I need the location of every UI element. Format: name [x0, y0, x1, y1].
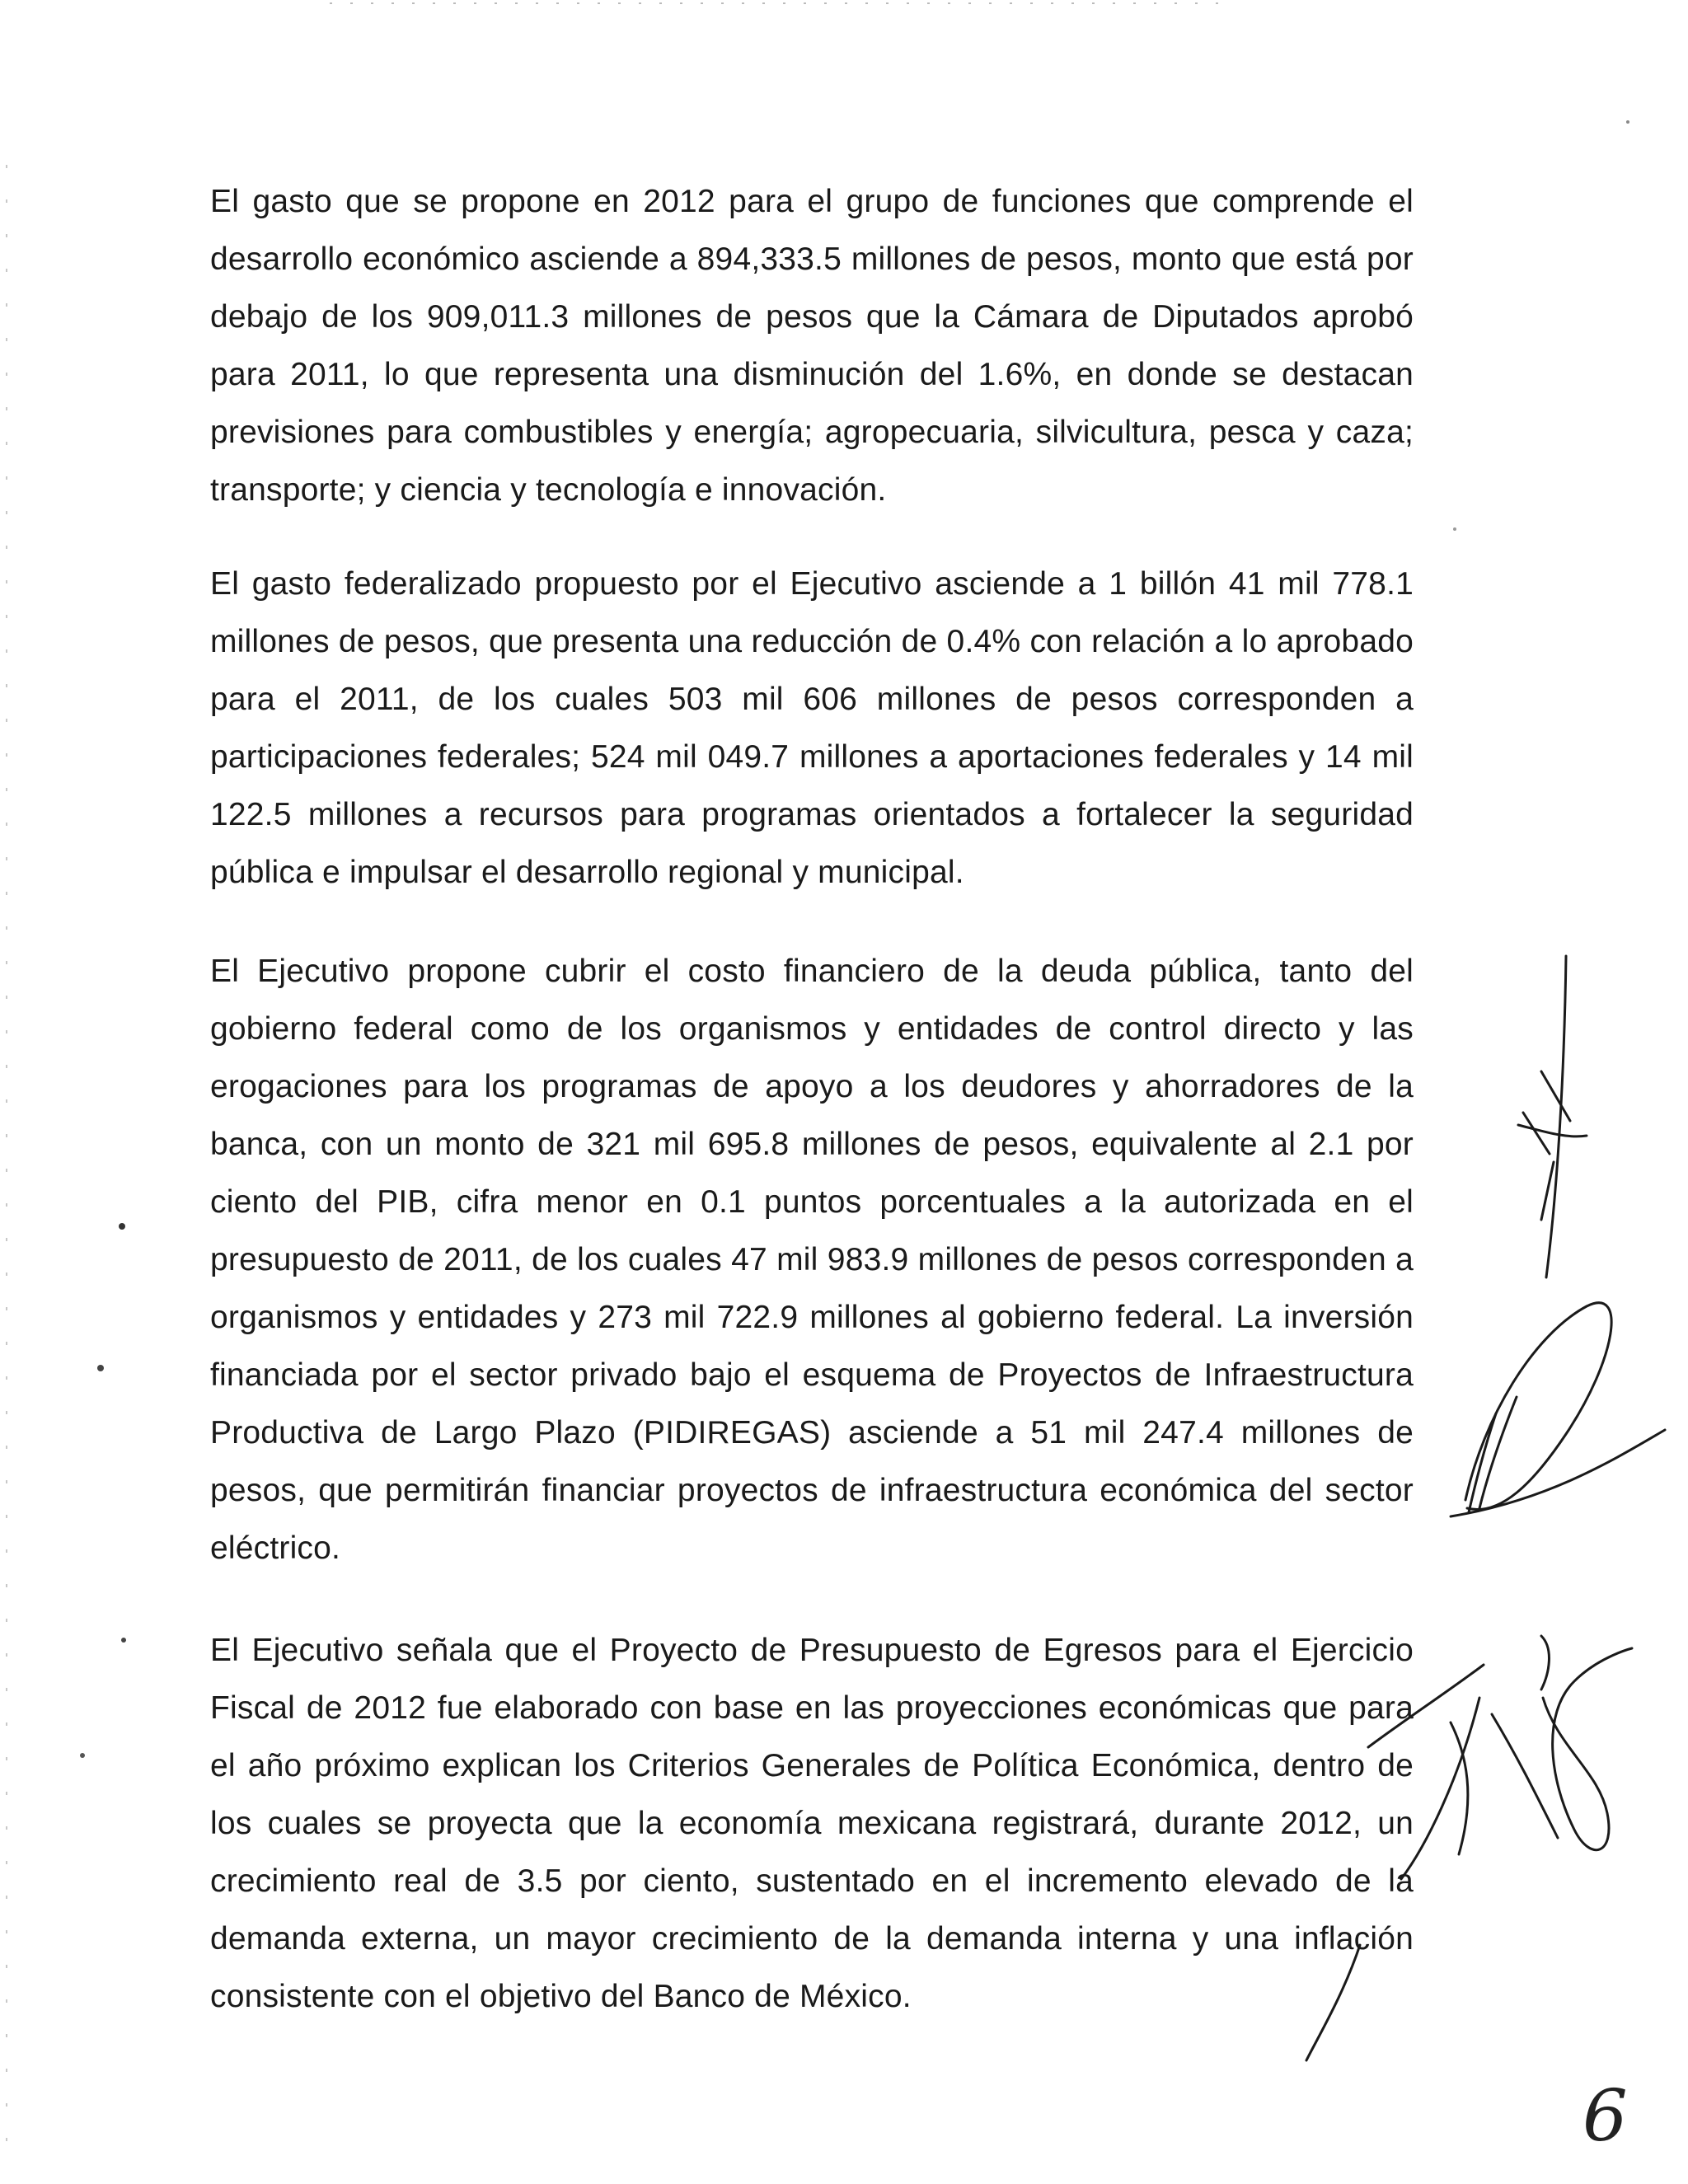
paragraph-gasto-federalizado: El gasto federalizado propuesto por el Ejecutivo asciende a 1 billón 41 mil 778.1 millones de pesos, que presenta una reducción de 0.4% con relación a lo aprobado para el 2011, de los cuales 503 mil 606 millones de pesos corresponden a participaciones federales; 524 mil 049.7 millones a aportaciones federales y 14 mil 122.5 millones a recursos para programas orientados a fortalecer la seguridad pública e impulsar el desarrollo regional y municipal. [210, 566, 1414, 890]
page-number: 6 [1582, 2075, 1628, 2158]
paragraph-costo-financiero: El Ejecutivo propone cubrir el costo financiero de la deuda pública, tanto del gobierno federal como de los organismos y entidades de control directo y las erogaciones para los programas de apoyo a los deudores y ahorradores de la banca, con un monto de 321 mil 695.8 millones de pesos, equivalente al 2.1 por ciento del PIB, cifra menor en 0.1 puntos porcentuales a la autorizada en el presupuesto de 2011, de los cuales 47 mil 983.9 millones de pesos corresponden a organismos y entidades y 273 mil 722.9 millones al gobierno federal. La inversión financiada por el sector privado bajo el esquema de Proyectos de Infraestructura Productiva de Largo Plazo (PIDIREGAS) asciende a 51 mil 247.4 millones de pesos, que permitirán financiar proyectos de infraestructura económica del sector eléctrico. [210, 954, 1414, 1566]
paragraph-desarrollo-economico: El gasto que se propone en 2012 para el grupo de funciones que comprende el desarrollo económico asciende a 894,333.5 millones de pesos, monto que está por debajo de los 909,011.3 millones de pesos que la Cámara de Diputados aprobó para 2011, lo que representa una disminución del 1.6%, en donde se destacan previsiones para combustibles y energía; agropecuaria, silvicultura, pesca y caza; transporte; y ciencia y tecnología e innovación. [210, 184, 1414, 508]
paragraph-proyecciones-economicas: El Ejecutivo señala que el Proyecto de Presupuesto de Egresos para el Ejercicio Fiscal de 2012 fue elaborado con base en las proyecciones económicas que para el año próximo explican los Criterios Generales de Política Económica, dentro de los cuales se proyecta que la economía mexicana registrará, durante 2012, un crecimiento real de 3.5 por ciento, sustentado en el incremento elevado de la demanda externa, un mayor crecimiento de la demanda interna y una inflación consistente con el objetivo del Banco de México. [210, 1633, 1414, 2014]
document-body [210, 173, 1414, 2067]
